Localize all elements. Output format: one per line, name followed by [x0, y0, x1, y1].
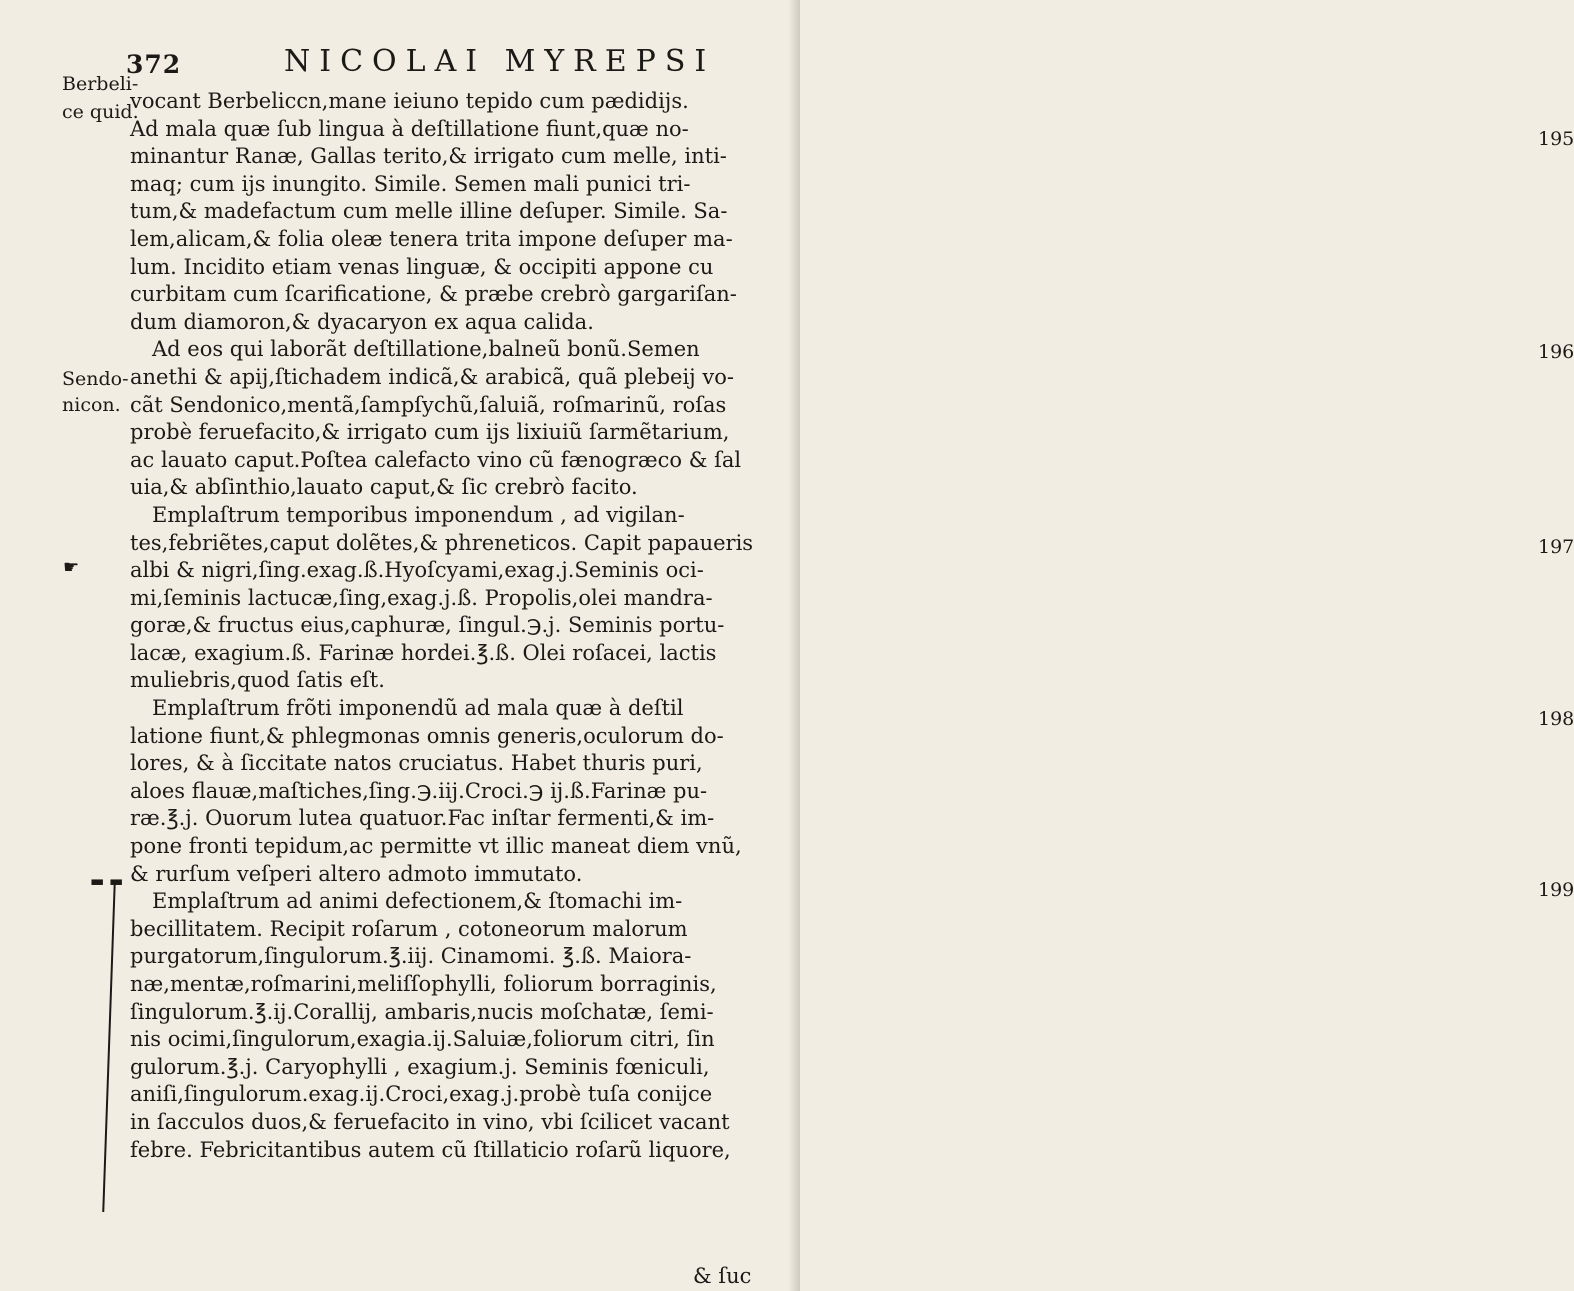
- margin-bracket-mark: [102, 882, 116, 1212]
- text-line: lacæ, exagium.ß. Farinæ hordei.℥.ß. Olei roſacei, lactis: [130, 640, 717, 665]
- margin-number: 199: [1538, 879, 1574, 901]
- text-line: aniſi,ſingulorum.exag.ij.Croci,exag.j.probè tuſa conijce: [130, 1082, 713, 1107]
- text-line: cãt Sendonico,mentã,ſampſychũ,ſaluiã, roſmarinũ, roſas: [130, 392, 727, 417]
- text-line: uia,& abſinthio,lauato caput,& ſic crebrò facito.: [130, 475, 638, 500]
- text-line: minantur Ranæ, Gallas terito,& irrigato cum melle, inti-: [130, 144, 727, 169]
- catchword: & ſuc: [693, 1264, 752, 1288]
- text-line: becillitatem. Recipit roſarum , cotoneorum malorum: [130, 916, 688, 941]
- margin-note: Sendo-: [62, 368, 129, 390]
- text-line: aloes flauæ,maſtiches,ſing.℈.iij.Croci.℈ ij.ß.Farinæ pu-: [130, 778, 708, 803]
- text-line: Emplaſtrum ad animi defectionem,& ſtomachi im-: [152, 889, 683, 914]
- text-line: nis ocimi,ſingulorum,exagia.ij.Saluiæ,foliorum citri, ſin: [130, 1027, 715, 1052]
- text-line: & rurſum veſperi altero admoto immutato.: [130, 861, 583, 886]
- text-line: albi & nigri,ſing.exag.ß.Hyoſcyami,exag.j.Seminis oci-: [130, 558, 704, 583]
- text-line: tum,& madefactum cum melle illine deſuper. Simile. Sa-: [130, 199, 728, 224]
- text-line: mi,ſeminis lactucæ,ſing,exag.j.ß. Propolis,olei mandra-: [130, 585, 713, 610]
- margin-note: nicon.: [62, 394, 121, 416]
- margin-number: 196: [1538, 341, 1574, 363]
- text-line: goræ,& fructus eius,caphuræ, ſingul.℈.j. Seminis portu-: [130, 613, 725, 638]
- text-line: purgatorum,ſingulorum.℥.iij. Cinamomi. ℥.ß. Maiora-: [130, 944, 692, 969]
- text-line: latione fiunt,& phlegmonas omnis generis,oculorum do-: [130, 723, 724, 748]
- text-line: dum diamoron,& dyacaryon ex aqua calida.: [130, 309, 594, 334]
- page-edge-shadow: [788, 0, 800, 1291]
- margin-flourish-icon: ▬ ▬: [90, 872, 124, 890]
- main-text-block: [130, 88, 754, 1164]
- text-line: pone fronti tepidum,ac permitte vt illic maneat diem vnũ,: [130, 834, 742, 859]
- text-line: Ad eos qui laborãt deſtillatione,balneũ bonũ.Semen: [152, 337, 700, 362]
- text-line: ſingulorum.℥.ij.Corallij, ambaris,nucis moſchatæ, ſemi-: [130, 999, 714, 1024]
- text-line: lores, & à ſiccitate natos cruciatus. Habet thuris puri,: [130, 751, 703, 776]
- margin-number: 197: [1538, 536, 1574, 558]
- margin-number: 195: [1538, 128, 1574, 150]
- text-line: lem,alicam,& folia oleæ tenera trita impone deſuper ma-: [130, 226, 733, 251]
- text-line: febre. Febricitantibus autem cũ ſtillaticio roſarũ liquore,: [130, 1137, 731, 1162]
- text-line: Emplaſtrum frõti imponendũ ad mala quæ à deſtil: [152, 696, 684, 721]
- text-line: Emplaſtrum temporibus imponendum , ad vigilan-: [152, 502, 685, 527]
- margin-number: 198: [1538, 708, 1574, 730]
- margin-note: ce quid.: [62, 101, 139, 123]
- text-line: næ,mentæ,roſmarini,meliſſophylli, foliorum borraginis,: [130, 972, 717, 996]
- text-line: curbitam cum ſcarificatione, & præbe crebrò gargariſan-: [130, 282, 737, 307]
- manicule-icon: ☛: [63, 557, 80, 578]
- running-title: NICOLAI MYREPSI: [284, 44, 716, 79]
- text-line: in ſacculos duos,& feruefacito in vino, vbi ſcilicet vacant: [130, 1109, 730, 1134]
- text-line: tes,febriẽtes,caput dolẽtes,& phreneticos. Capit papaueris: [130, 530, 754, 555]
- text-line: ræ.℥.j. Ouorum lutea quatuor.Fac inſtar fermenti,& im-: [130, 806, 715, 831]
- text-line: Ad mala quæ ſub lingua à deſtillatione fiunt,quæ no-: [130, 116, 689, 141]
- margin-note: Berbeli-: [62, 73, 139, 95]
- text-line: maq; cum ijs inungito. Simile. Semen mali punici tri-: [130, 171, 691, 196]
- text-line: ac lauato caput.Poſtea calefacto vino cũ fænogræco & ſal: [130, 447, 742, 472]
- text-line: probè feruefacito,& irrigato cum ijs lixiuiũ ſarmẽtarium,: [130, 420, 730, 445]
- text-line: lum. Incidito etiam venas linguæ, & occipiti appone cu: [130, 254, 714, 279]
- text-line: anethi & apij,ſtichadem indicã,& arabicã, quã plebeij vo-: [130, 364, 734, 389]
- text-line: gulorum.℥.j. Caryophylli , exagium.j. Seminis fœniculi,: [130, 1054, 710, 1079]
- page-number: 372: [126, 50, 182, 79]
- text-line: vocant Berbeliccn,mane ieiuno tepido cum pædidijs.: [130, 89, 689, 113]
- text-line: muliebris,quod ſatis eſt.: [130, 668, 385, 693]
